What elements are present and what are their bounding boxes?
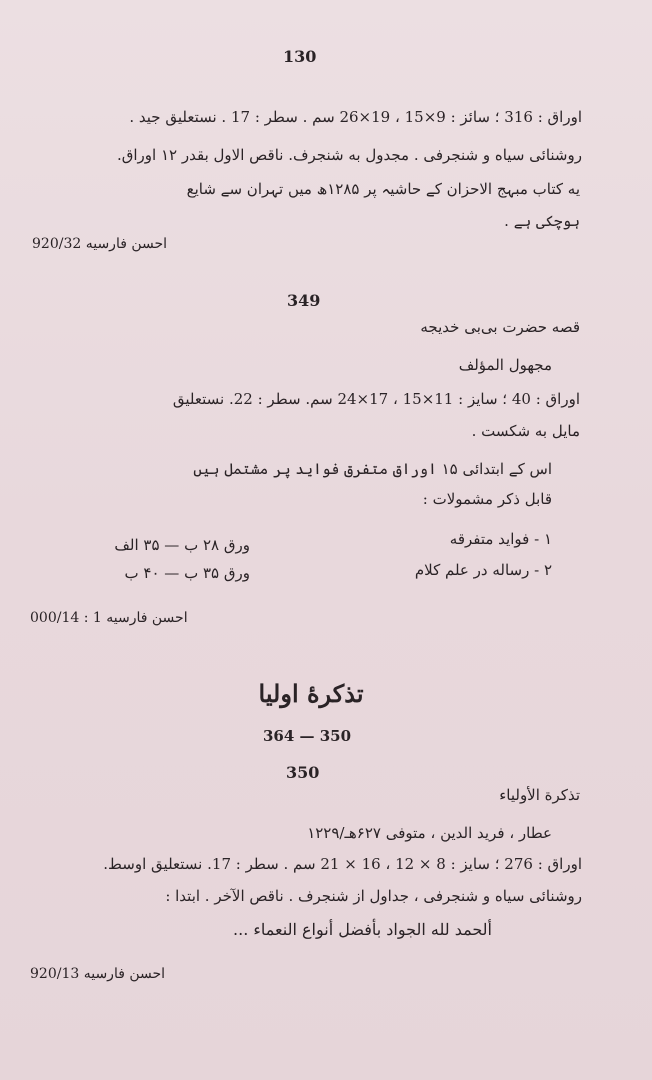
contents-item-1: ۱ - فواید متفرقه	[449, 530, 552, 548]
entry-2-ref: احسن فارسیه 1 : 000/14	[30, 610, 188, 626]
section-range: 350 — 364	[262, 727, 352, 745]
contents-folio-2: ورق ۳۵ ب — ۴۰ ب	[124, 564, 250, 582]
entry-3-line-2: روشنائی سیاه و شنجرفی ، جداول از شنجرف . ناقص الآخر . ابتدا :	[165, 887, 582, 905]
entry-2-line-2: مایل به شکست .	[471, 422, 580, 440]
contents-item-2: ۲ - رساله در علم کلام	[414, 561, 552, 579]
entry-2-line-3: اس کے ابتدائی ۱۵ اوراق متفرق فواید پر مشتمل ہیں	[193, 460, 552, 478]
contents-folio-1: ورق ۲۸ ب — ۳۵ الف	[114, 536, 250, 554]
entry-3-ref: احسن فارسیه 920/13	[30, 966, 166, 982]
entry-2-line-1: اوراق : 40 ؛ سایز : 11×15 ، 17×24 سم. سطر : 22. نستعلیق	[172, 390, 580, 408]
entry-1-ref: احسن فارسیه 920/32	[32, 236, 168, 252]
entry-2-title: قصه حضرت بی‌بی خدیجه	[420, 318, 580, 336]
section-title: تذکرهٔ اولیا	[258, 679, 364, 708]
entry-3-title: تذکرة الأولیاء	[499, 786, 580, 804]
entry-3-number: 350	[286, 763, 320, 782]
entry-3-author: عطار ، فرید الدین ، متوفی ۶۲۷هـ/۱۲۲۹	[307, 824, 552, 842]
entry-1-line-1: اوراق : 316 ؛ سائز : 9×15 ، 19×26 سم . سطر : 17 . نستعلیق جید .	[129, 108, 582, 126]
entry-3-line-3: ألحمد لله الجواد بأفضل أنواع النعماء ...	[233, 920, 492, 939]
entry-1-line-3: یه کتاب مبہج الاحزان کے حاشیہ پر ۱۲۸۵ھ میں تہران سے شایع	[186, 180, 580, 198]
entry-3-line-1: اوراق : 276 ؛ سایز : 8 × 12 ، 16 × 21 سم . سطر : 17. نستعلیق اوسط.	[103, 855, 582, 873]
page-number: 130	[283, 47, 317, 66]
entry-1-line-2: روشنائی سیاه و شنجرفی . مجدول به شنجرف. ناقص الاول بقدر ۱۲ اوراق.	[116, 146, 582, 164]
entry-2-line-4: قابل ذکر مشمولات :	[422, 490, 552, 508]
entry-1-line-4: ہوچکی ہے .	[504, 212, 580, 230]
entry-2-author: مجهول المؤلف	[458, 356, 552, 374]
entry-2-number: 349	[287, 291, 321, 310]
